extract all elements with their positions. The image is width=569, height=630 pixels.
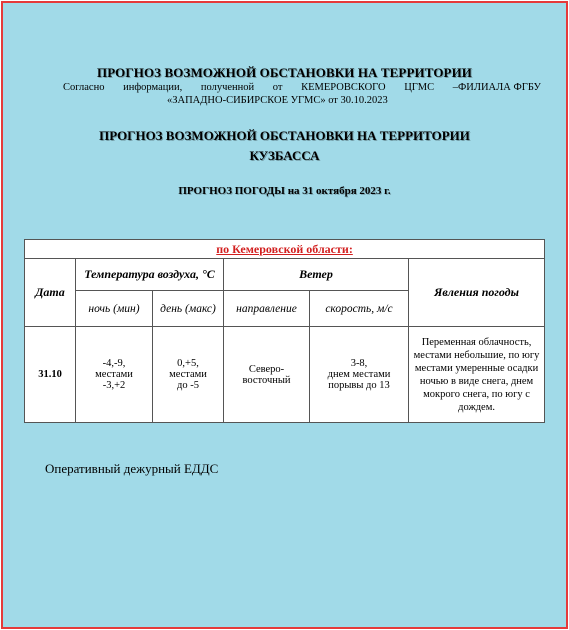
source-word: полученной bbox=[200, 82, 255, 93]
header-direction: направление bbox=[224, 291, 310, 327]
cell-line: Северо- bbox=[248, 363, 285, 375]
cell-phenomena: Переменная облачность, местами небольшие, по югу местами умеренные осадки ночью в виде снега, днем мокрого снега, по югу с дождем. bbox=[409, 327, 545, 423]
duty-officer: Оперативный дежурный ЕДДС bbox=[45, 461, 219, 476]
cell-line: местами bbox=[95, 369, 133, 380]
region-title bbox=[3, 126, 566, 166]
cell-line: 3-8, bbox=[350, 358, 368, 369]
cell-line: до -5 bbox=[177, 380, 199, 391]
cell-line: восточный bbox=[242, 374, 291, 386]
source-word: от bbox=[272, 82, 283, 93]
header-temperature: Температура воздуха, °С bbox=[76, 259, 224, 291]
source-line-2: «ЗАПАДНО-СИБИРСКОЕ УГМС» от 30.10.2023 bbox=[167, 95, 388, 106]
region-cell bbox=[25, 240, 545, 259]
cell-date: 31.10 bbox=[25, 327, 76, 423]
region-link[interactable]: по Кемеровской области: bbox=[216, 241, 353, 256]
document-page bbox=[1, 1, 568, 629]
cell-direction bbox=[224, 327, 310, 423]
source-word: КЕМЕРОВСКОГО bbox=[301, 82, 386, 93]
cell-line: -4,-9, bbox=[102, 358, 126, 369]
source-word: Согласно bbox=[63, 82, 105, 93]
cell-night bbox=[76, 327, 153, 423]
source-word: ЦГМС bbox=[404, 82, 435, 93]
header-night: ночь (мин) bbox=[76, 291, 153, 327]
cell-line: 0,+5, bbox=[177, 358, 199, 369]
source-line-1 bbox=[63, 81, 541, 94]
region-title-line-2: КУЗБАССА bbox=[249, 148, 320, 163]
header-speed: скорость, м/с bbox=[310, 291, 409, 327]
header-phenomena: Явления погоды bbox=[409, 259, 545, 327]
cell-line: днем местами bbox=[327, 369, 391, 380]
header-wind: Ветер bbox=[224, 259, 409, 291]
header-date: Дата bbox=[25, 259, 76, 327]
cell-line: порывы до 13 bbox=[328, 380, 390, 391]
source-info bbox=[63, 81, 541, 107]
table-row bbox=[25, 327, 545, 423]
cell-day bbox=[153, 327, 224, 423]
source-word: –ФИЛИАЛА ФГБУ bbox=[452, 82, 541, 93]
source-word: информации, bbox=[123, 82, 183, 93]
cell-line: -3,+2 bbox=[102, 380, 126, 391]
region-title-line-1: ПРОГНОЗ ВОЗМОЖНОЙ ОБСТАНОВКИ НА ТЕРРИТОРИИ bbox=[99, 128, 470, 143]
weather-table bbox=[24, 239, 545, 423]
header-day: день (макс) bbox=[153, 291, 224, 327]
header-title: ПРОГНОЗ ВОЗМОЖНОЙ ОБСТАНОВКИ НА ТЕРРИТОРИИ bbox=[97, 65, 472, 80]
cell-speed bbox=[310, 327, 409, 423]
forecast-date: ПРОГНОЗ ПОГОДЫ на 31 октября 2023 г. bbox=[178, 185, 391, 197]
cell-line: местами bbox=[169, 369, 207, 380]
